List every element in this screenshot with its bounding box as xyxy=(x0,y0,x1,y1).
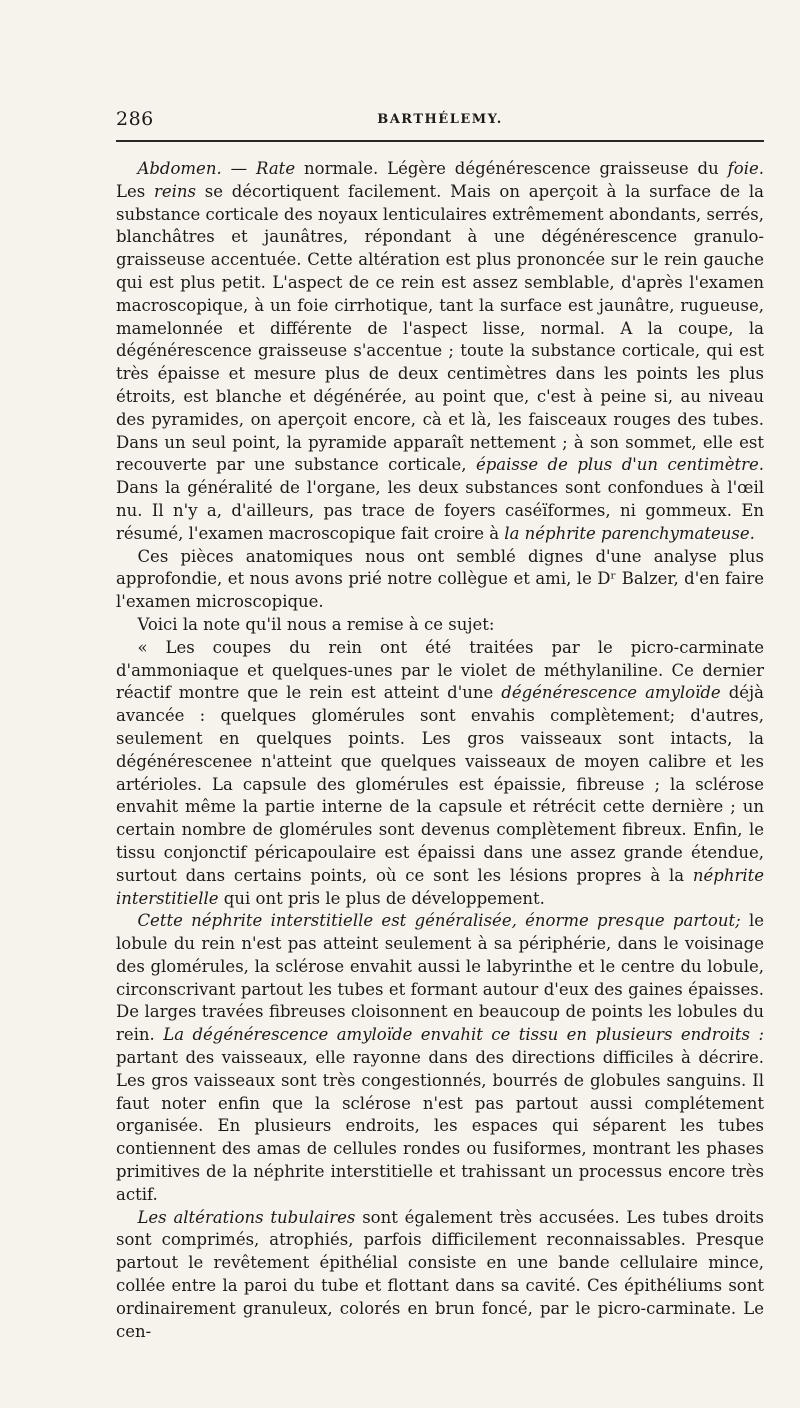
italic-text: Cette néphrite interstitielle est généralisée, énorme presque partout; xyxy=(137,911,741,931)
italic-text: La dégénérescence amyloïde envahit ce tissu en plusieurs endroits : xyxy=(163,1025,765,1045)
text-run: se décortiquent facilement. Mais on aperçoit à la surface de la substance corticale des noyaux lenticulaires extrêmement abondants, serrés, blanchâtres et jaunâtres, répondant à une dégénérescence granulo-graisseuse accentuée. Cette altération est plus prononcée sur le rein gauche qui est plus petit. L'aspect de ce rein est assez semblable, d'après l'examen macroscopique, à un foie cirrhotique, tant la surface est jaunâtre, rugueuse, mamelonnée et différente de l'aspect lisse, normal. A la coupe, la dégénérescence graisseuse s'accentue ; toute la substance corticale, qui est très épaisse et mesure plus de deux centimètres dans les points les plus étroits, est blanche et dégénérée, au point que, c'est à peine si, au niveau des pyramides, on aperçoit encore, cà et là, les faisceaux rouges des tubes. Dans un seul point, la pyramide apparaît nettement ; à son sommet, elle est recouverte par une substance corticale, xyxy=(116,181,764,475)
page-header xyxy=(116,104,764,142)
italic-text: Les altérations tubulaires xyxy=(137,1207,356,1227)
italic-text: néphrite interstitielle xyxy=(116,865,764,908)
body-text xyxy=(116,158,764,1343)
text-run: Ces pièces anatomiques nous ont semblé dignes d'une analyse plus approfondie, et nous avons prié notre collègue et ami, le Dʳ Balzer, d'en faire l'examen microscopique. xyxy=(116,546,764,612)
paragraph-abdomen xyxy=(116,158,764,546)
text-run: Les xyxy=(116,181,154,201)
italic-text: foie. xyxy=(727,159,764,178)
italic-text: reins xyxy=(153,181,196,201)
italic-text: la néphrite parenchymateuse. xyxy=(504,523,755,543)
text-run: le lobule du rein n'est pas atteint seulement à sa périphérie, dans le voisinage des glomérules, la sclérose envahit aussi le labyrinthe et le centre du lobule, circonscrivant partout les tubes et formant autour d'eux des gaines épaisses. De larges travées fibreuses cloisonnent en beaucoup de points les lobules du rein. xyxy=(116,911,764,1045)
paragraph-alterations xyxy=(116,1207,764,1344)
text-run: sont également très accusées. Les tubes droits sont comprimés, atrophiés, parfois difficilement reconnaissables. Presque partout le revêtement épithélial consiste en une bande cellulaire mince, collée entre la paroi du tube et flottant dans sa cavité. Ces épithéliums sont ordinairement granuleux, colorés en brun foncé, par le picro-carminate. Le cen- xyxy=(116,1207,765,1341)
italic-text: épaisse de plus d'un centimètre. xyxy=(475,455,764,475)
text-run: Dans la généralité de l'organe, les deux substances sont confondues à l'œil nu. Il n'y a, d'ailleurs, pas trace de foyers caséïformes, ni gommeux. En résumé, l'examen macroscopique fait croire à xyxy=(116,478,764,543)
italic-text: Abdomen. — Rate xyxy=(137,159,296,178)
page-number: 286 xyxy=(116,108,154,130)
paragraph-quote-coupes xyxy=(116,637,764,911)
paragraph-note-intro xyxy=(116,614,764,637)
running-head: BARTHÉLEMY. xyxy=(377,112,503,127)
text-run: Voici la note qu'il nous a remise à ce sujet: xyxy=(137,614,495,634)
text-run: qui ont pris le plus de développement. xyxy=(218,888,545,908)
paragraph-pieces xyxy=(116,546,764,614)
italic-text: dégénérescence amyloïde xyxy=(501,683,721,703)
text-run: partant des vaisseaux, elle rayonne dans des directions difficiles à décrire. Les gros vaisseaux sont très congestionnés, bourrés de globules sanguins. Il faut noter enfin que la sclérose n'est pas partout aussi complétement organisée. En plusieurs endroits, les espaces qui séparent les tubes contiennent des amas de cellules rondes ou fusiformes, montrant les phases primitives de la néphrite interstitielle et trahissant un processus encore très actif. xyxy=(116,1048,764,1204)
text-run: « Les coupes du rein ont été traitées par le picro-carminate d'ammoniaque et quelques-unes par le violet de méthylaniline. Ce dernier réactif montre que le rein est atteint d'une xyxy=(116,637,764,703)
text-run: normale. Légère dégénérescence graisseuse du xyxy=(295,159,728,178)
paragraph-nephrite xyxy=(116,910,764,1206)
text-run: déjà avancée : quelques glomérules sont envahis complètement; d'autres, seulement en quelques points. Les gros vaisseaux sont intacts, la dégénérescenee n'atteint que quelques vaisseaux de moyen calibre et les artérioles. La capsule des glomérules est épaissie, fibreuse ; la sclérose envahit même la partie interne de la capsule et rétrécit cette dernière ; un certain nombre de glomérules sont devenus complètement fibreux. Enfin, le tissu conjonctif péricapoulaire est épaissi dans une assez grande étendue, surtout dans certains points, où ce sont les lésions propres à la xyxy=(116,683,764,885)
